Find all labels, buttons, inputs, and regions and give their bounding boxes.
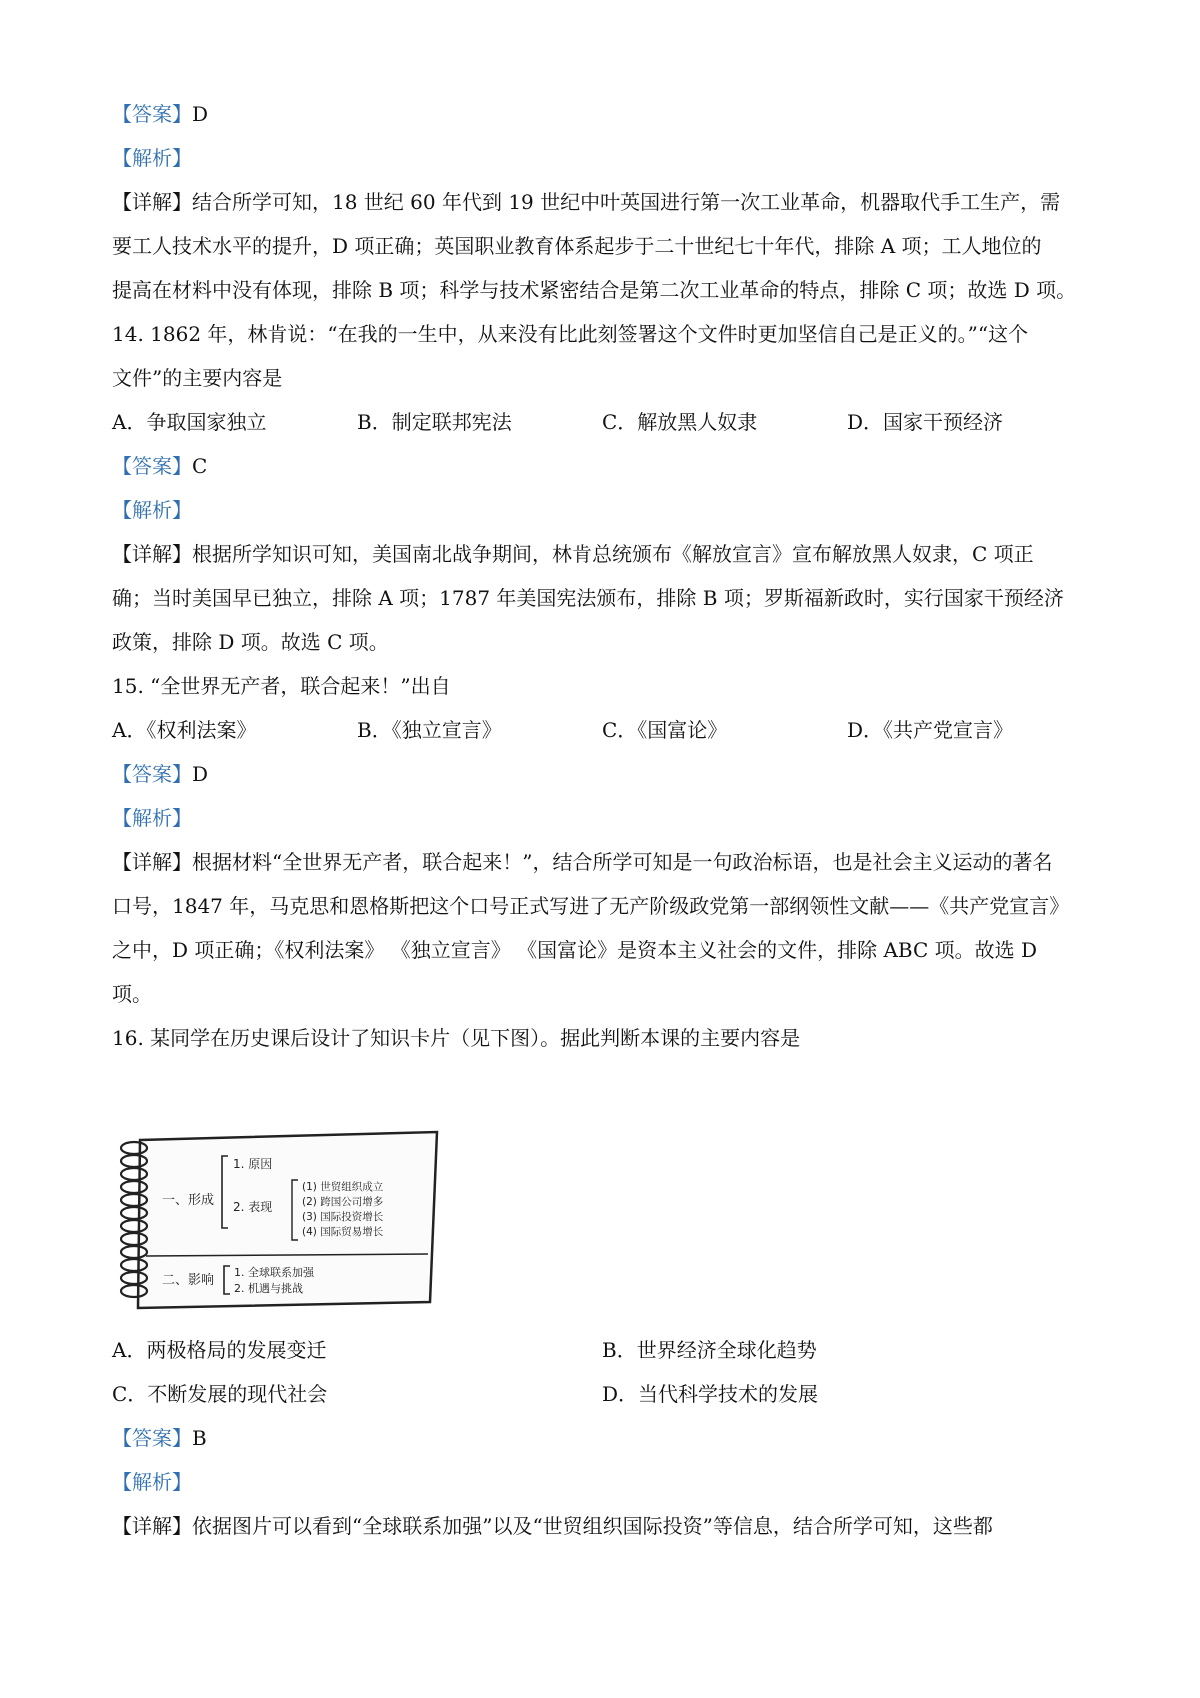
- card-item-1: (1) 世贸组织成立: [302, 1181, 384, 1193]
- q14-analysis-tag: 【解析】: [112, 498, 192, 522]
- q15-option-d: D．《共产党宣言》: [847, 718, 1014, 742]
- q16-analysis-tag: 【解析】: [112, 1470, 192, 1494]
- q14-option-b: B．制定联邦宪法: [357, 410, 512, 434]
- q15-analysis-tag: 【解析】: [112, 806, 192, 830]
- q15-option-a: A．《权利法案》: [112, 718, 257, 742]
- q16-answer-value: B: [192, 1426, 207, 1450]
- q14-option-a: A．争取国家独立: [112, 410, 267, 434]
- q16-option-a: A．两极格局的发展变迁: [112, 1338, 327, 1362]
- q15-detail-line-4: 项。: [112, 982, 152, 1006]
- q15-answer: 【答案】D: [112, 762, 209, 786]
- q14-detail-line-1: 【详解】根据所学知识可知，美国南北战争期间，林肯总统颁布《解放宣言》宣布解放黑人奴隶，C 项正: [112, 542, 1034, 566]
- q16-option-c: C．不断发展的现代社会: [112, 1382, 328, 1406]
- q14-stem-line-2: 文件”的主要内容是: [112, 366, 283, 390]
- q16-option-d: D．当代科学技术的发展: [602, 1382, 819, 1406]
- q14-detail-line-3: 政策，排除 D 项。故选 C 项。: [112, 630, 389, 654]
- q13-analysis-tag: 【解析】: [112, 146, 192, 170]
- q14-option-d: D．国家干预经济: [847, 410, 1004, 434]
- q15-stem: 15. “全世界无产者，联合起来！”出自: [112, 674, 451, 698]
- answer-tag: 【答案】: [112, 102, 192, 126]
- q13-answer-value: D: [192, 102, 209, 126]
- q16-detail-line-1: 【详解】依据图片可以看到“全球联系加强”以及“世贸组织国际投资”等信息，结合所学可知，这些都: [112, 1514, 993, 1538]
- card-item-3: (3) 国际投资增长: [302, 1211, 384, 1223]
- card-section-impact: 二、影响: [162, 1273, 215, 1288]
- q15-detail-line-2: 口号，1847 年，马克思和恩格斯把这个口号正式写进了无产阶级政党第一部纲领性文献——《共产党宣言》: [112, 894, 1070, 918]
- q15-detail-line-1: 【详解】根据材料“全世界无产者，联合起来！”，结合所学可知是一句政治标语，也是社会主义运动的著名: [112, 850, 1053, 874]
- q16-option-b: B．世界经济全球化趋势: [602, 1338, 817, 1362]
- q13-detail-line-2: 要工人技术水平的提升，D 项正确；英国职业教育体系起步于二十世纪七十年代，排除 A 项；工人地位的: [112, 234, 1042, 258]
- q13-detail-line-3: 提高在材料中没有体现，排除 B 项；科学与技术紧密结合是第二次工业革命的特点，排除 C 项；故选 D 项。: [112, 278, 1077, 302]
- q16-answer: 【答案】B: [112, 1426, 207, 1450]
- card-effect-1: 1. 全球联系加强: [234, 1266, 314, 1279]
- q13-detail-line-1: 【详解】结合所学可知，18 世纪 60 年代到 19 世纪中叶英国进行第一次工业革命，机器取代手工生产，需: [112, 190, 1061, 214]
- q15-answer-value: D: [192, 762, 209, 786]
- q16-stem: 16. 某同学在历史课后设计了知识卡片（见下图）。据此判断本课的主要内容是: [112, 1026, 801, 1050]
- q15-option-b: B．《独立宣言》: [357, 718, 502, 742]
- card-effect-2: 2. 机遇与挑战: [234, 1282, 303, 1295]
- q14-option-c: C．解放黑人奴隶: [602, 410, 758, 434]
- q13-answer: [112, 100, 208, 128]
- q15-option-c: C．《国富论》: [602, 718, 728, 742]
- card-section-formation: 一、形成: [162, 1193, 215, 1208]
- knowledge-card-drawing: [112, 1130, 442, 1310]
- detail-tag: 【详解】: [112, 190, 192, 214]
- q14-answer-value: C: [192, 454, 208, 478]
- q15-detail-line-3: 之中，D 项正确；《权利法案》 《独立宣言》 《国富论》是资本主义社会的文件，排除 ABC 项。故选 D: [112, 938, 1038, 962]
- q14-stem-line-1: 14. 1862 年，林肯说：“在我的一生中，从来没有比此刻签署这个文件时更加坚信自己是正义的。”“这个: [112, 322, 1029, 346]
- q14-answer: 【答案】C: [112, 454, 208, 478]
- card-item-2: (2) 跨国公司增多: [302, 1196, 384, 1208]
- card-item-4: (4) 国际贸易增长: [302, 1226, 384, 1238]
- knowledge-card-image: [112, 1130, 442, 1310]
- card-cause: 1. 原因: [233, 1157, 273, 1171]
- card-performance: 2. 表现: [233, 1200, 273, 1214]
- q14-detail-line-2: 确；当时美国早已独立，排除 A 项；1787 年美国宪法颁布，排除 B 项；罗斯福新政时，实行国家干预经济: [112, 586, 1064, 610]
